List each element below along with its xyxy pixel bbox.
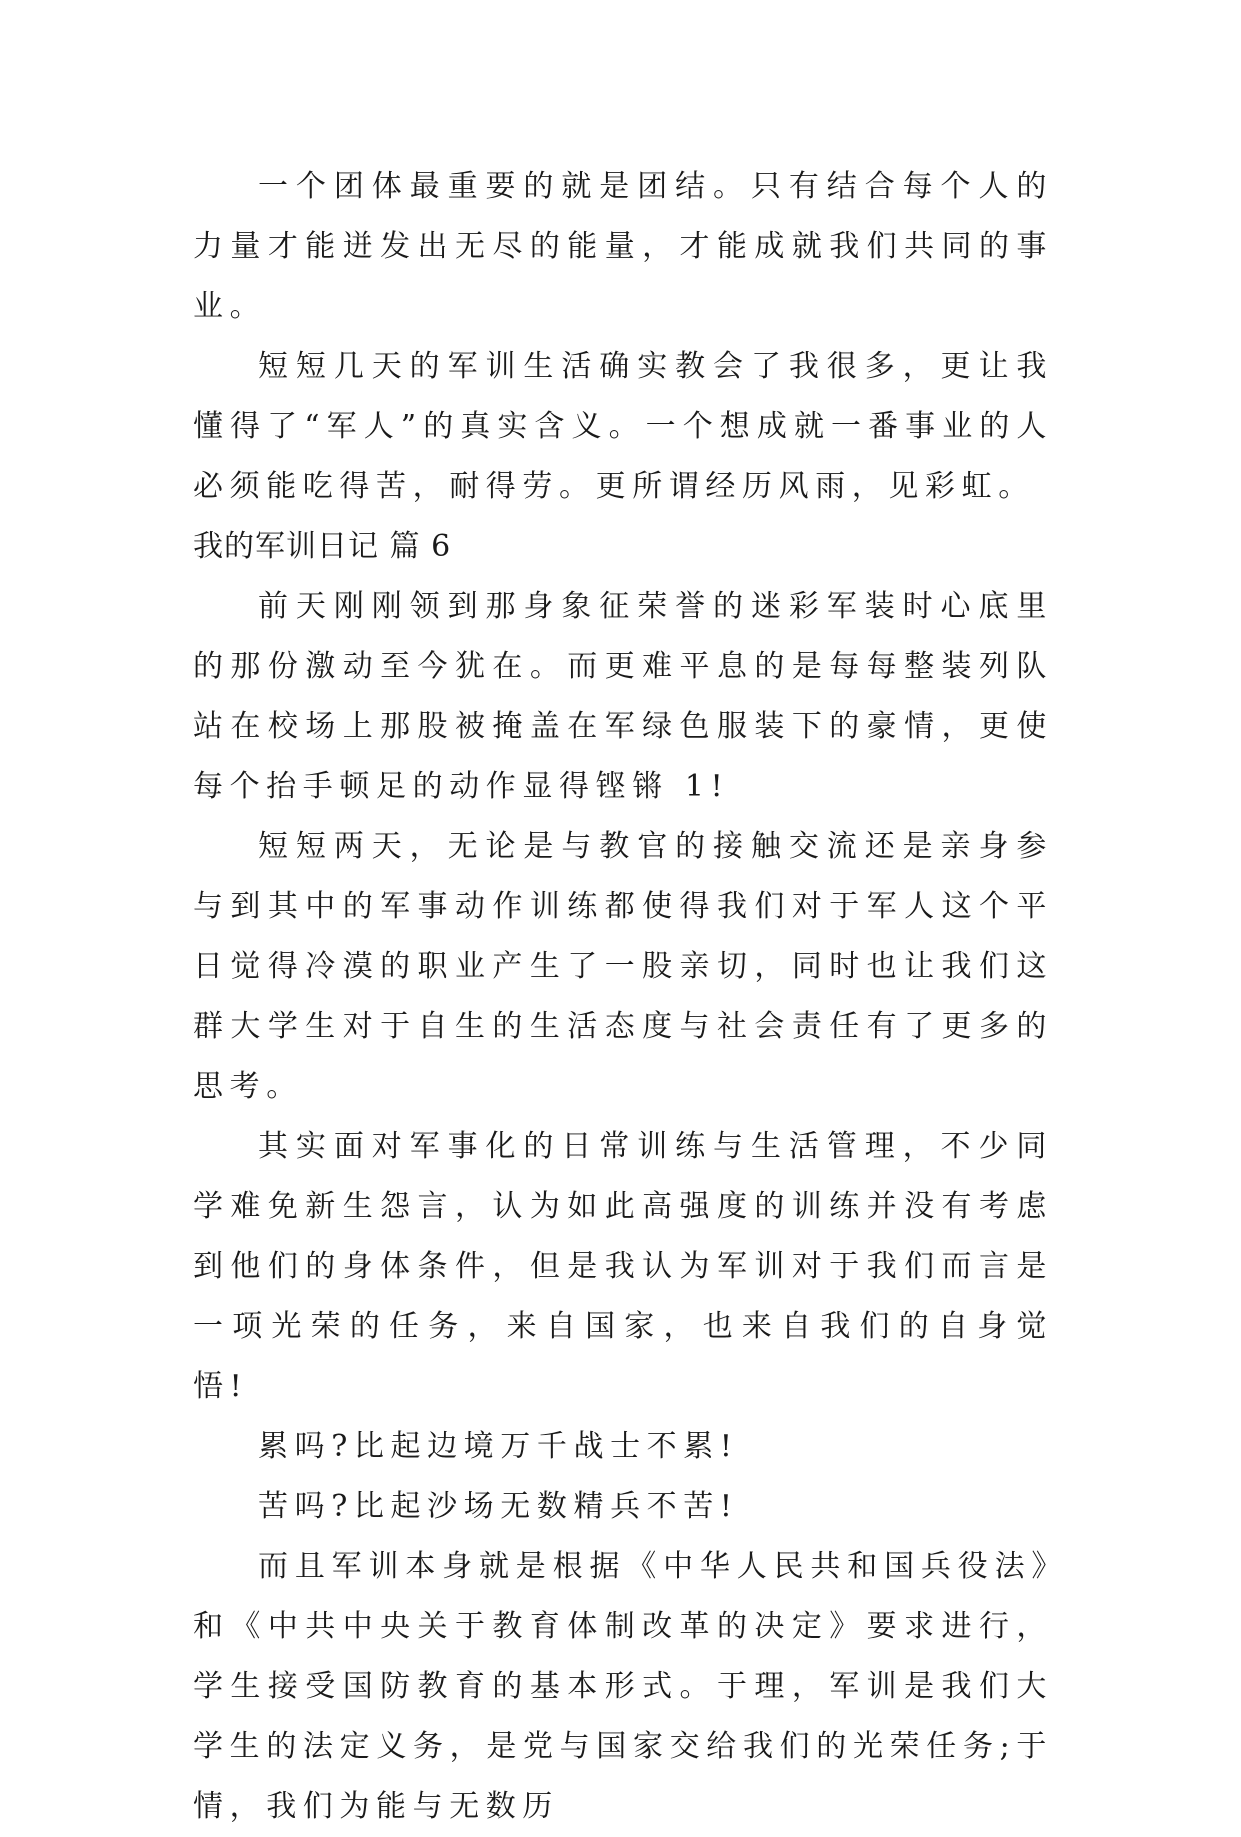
paragraph: 苦吗?比起沙场无数精兵不苦!: [258, 1489, 739, 1524]
paragraph: 短短两天，无论是与教官的接触交流还是亲身参与到其中的军事动作训练都使得我们对于军人这个平日觉得冷漠的职业产生了一股亲切，同时也让我们这群大学生对于自生的生活态度与社会责任有了更多的思考。: [193, 829, 1053, 1104]
paragraph: 其实面对军事化的日常训练与生活管理，不少同学难免新生怨言，认为如此高强度的训练并没有考虑到他们的身体条件，但是我认为军训对于我们而言是一项光荣的任务，来自国家，也来自我们的自身觉悟!: [193, 1129, 1053, 1404]
paragraph: 短短几天的军训生活确实教会了我很多，更让我懂得了“军人”的真实含义。一个想成就一番事业的人必须能吃得苦，耐得劳。更所谓经历风雨，见彩虹。: [193, 349, 1053, 504]
paragraph: 累吗?比起边境万千战士不累!: [258, 1429, 739, 1464]
document-body: [193, 157, 1053, 1837]
paragraph: 而且军训本身就是根据《中华人民共和国兵役法》和《中共中央关于教育体制改革的决定》要求进行，学生接受国防教育的基本形式。于理，军训是我们大学生的法定义务，是党与国家交给我们的光荣任务;于情，我们为能与无数历: [193, 1549, 1053, 1824]
section-heading: 我的军训日记 篇 6: [193, 529, 452, 564]
paragraph: 前天刚刚领到那身象征荣誉的迷彩军装时心底里的那份激动至今犹在。而更难平息的是每每整装列队站在校场上那股被掩盖在军绿色服装下的豪情，更使每个抬手顿足的动作显得铿锵 1!: [193, 589, 1053, 804]
paragraph: 一个团体最重要的就是团结。只有结合每个人的力量才能迸发出无尽的能量，才能成就我们共同的事业。: [193, 169, 1053, 324]
